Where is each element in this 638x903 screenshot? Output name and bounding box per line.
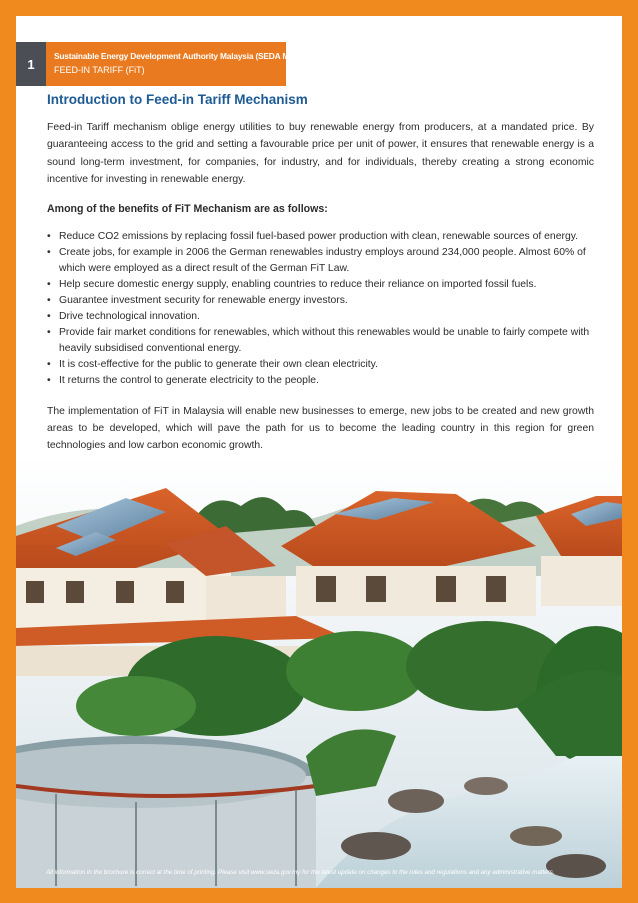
benefit-item: • Guarantee investment security for renewable energy investors. (47, 293, 594, 309)
benefit-item: • Reduce CO2 emissions by replacing fossil fuel-based power production with clean, renewable sources of energy. (47, 229, 594, 245)
intro-paragraph: Feed-in Tariff mechanism oblige energy utilities to buy renewable energy from producers, at a mandated price. By guaranteeing access to the grid and setting a favourable price per unit of power, it ensures that renewable energy is a sound long-term investment, for companies, for industry, and for individuals, thereby creating a strong economic incentive for investing in renewable energy. (47, 122, 594, 186)
main-content (47, 92, 594, 455)
closing-paragraph: The implementation of FiT in Malaysia will enable new businesses to emerge, new jobs to be created and new growth areas to be developed, which will pave the path for us to become the leading country in this region for green technologies and low carbon economic growth. (47, 405, 594, 452)
page-number-badge (16, 42, 46, 86)
footer-disclaimer: All information in the brochure is correct at the time of printing. Please visit www.seda.gov.my for the latest update on changes to the rules and regulations and any administrative matters. (46, 869, 555, 876)
benefit-item: • Help secure domestic energy supply, enabling countries to reduce their reliance on imported fossil fuels. (47, 277, 594, 293)
benefit-item: • It is cost-effective for the public to generate their own clean electricity. (47, 357, 594, 373)
page-number: 1 (27, 56, 35, 72)
brochure-page (16, 16, 622, 888)
benefit-item: • It returns the control to generate electricity to the people. (47, 373, 594, 389)
benefit-item: • Create jobs, for example in 2006 the German renewables industry employs around 234,000 people. Almost 60% of which were employed as a direct result of the German FiT Law. (47, 245, 594, 277)
header-org-name: Sustainable Energy Development Authority Malaysia (SEDA Malaysia) (54, 51, 319, 61)
benefits-list (47, 229, 594, 389)
header-bar (46, 42, 319, 86)
solar-houses-illustration (16, 456, 622, 888)
benefits-title: Among of the benefits of FiT Mechanism are as follows: (47, 202, 328, 215)
benefit-item: • Drive technological innovation. (47, 309, 594, 325)
benefit-item: • Provide fair market conditions for renewables, which without this renewables would be unable to fairly compete with heavily subsidised conventional energy. (47, 325, 594, 357)
header-subtitle: FEED-IN TARIFF (FiT) (54, 65, 145, 75)
intro-title: Introduction to Feed-in Tariff Mechanism (47, 92, 308, 107)
